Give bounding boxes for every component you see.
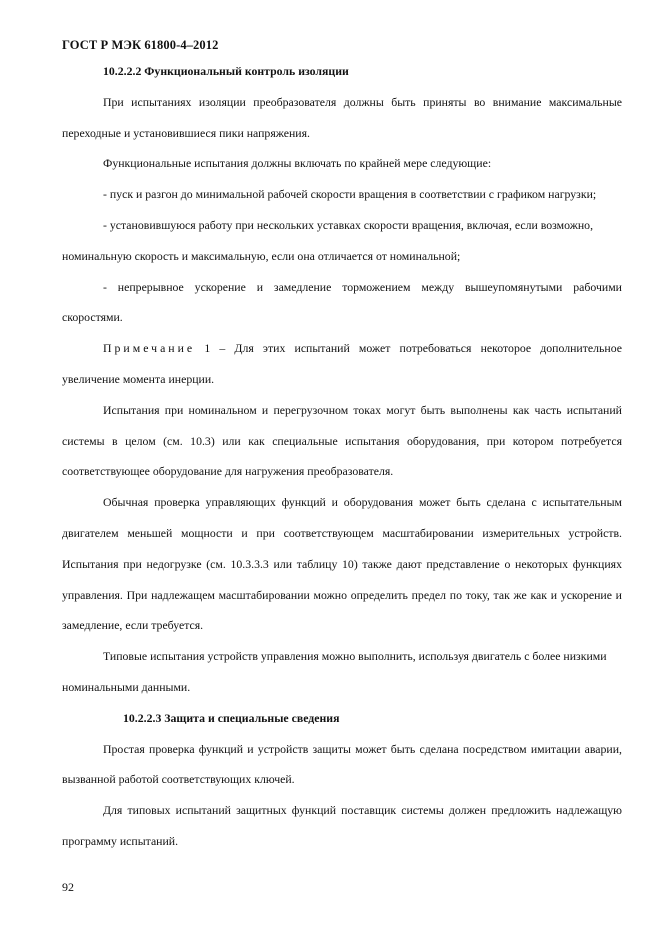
paragraph: Функциональные испытания должны включать по крайней мере следующие:: [103, 156, 492, 171]
paragraph: Типовые испытания устройств управления можно выполнить, используя двигатель с более низкими номинальными данными.: [62, 649, 607, 694]
page-number: 92: [62, 880, 74, 894]
paragraph: Испытания при номинальном и перегрузочном токах могут быть выполнены как часть испытаний системы в целом (см. 10.3) или как специальные испытания оборудования, при котором потребуется соответствующее оборудование для нагружения преобразователя.: [62, 402, 622, 479]
list-item: - пуск и разгон до минимальной рабочей скорости вращения в соответствии с графиком нагрузки;: [103, 187, 597, 202]
standard-header: ГОСТ Р МЭК 61800-4–2012: [62, 38, 219, 52]
list-item: - непрерывное ускорение и замедление торможением между вышеупомянутыми рабочими скоростями.: [62, 279, 622, 325]
paragraph: При испытаниях изоляции преобразователя должны быть приняты во внимание максимальные переходные и установившиеся пики напряжения.: [62, 94, 622, 140]
list-item: - установившуюся работу при нескольких уставках скорости вращения, включая, если возможно, номинальную скорость и максимальную, если она отличается от номинальной;: [62, 217, 594, 263]
paragraph: Для типовых испытаний защитных функций поставщик системы должен предложить надлежащую программу испытаний.: [62, 803, 622, 848]
note-text: 1 – Для этих испытаний может потребоваться некоторое дополнительное увеличение момента инерции.: [62, 341, 622, 386]
note-label: Примечание: [103, 341, 196, 356]
page-content: [62, 56, 622, 857]
paragraph: Обычная проверка управляющих функций и оборудования может быть сделана с испытательным двигателем меньшей мощности и при соответствующем масштабировании измерительных устройств. Испытания при недогрузке (см. 10.3.3.3 или таблицу 10) также дают представление о некоторых функциях управления. При надлежащем масштабировании можно определить предел по току, так же как и ускорение и замедление, если требуется.: [62, 495, 622, 633]
section-heading-10-2-2-3: 10.2.2.3 Защита и специальные сведения: [123, 710, 340, 725]
paragraph: Простая проверка функций и устройств защиты может быть сделана посредством имитации аварии, вызванной работой соответствующих ключей.: [62, 741, 622, 787]
note: [62, 333, 622, 395]
section-heading-10-2-2-2: 10.2.2.2 Функциональный контроль изоляции: [103, 64, 349, 78]
